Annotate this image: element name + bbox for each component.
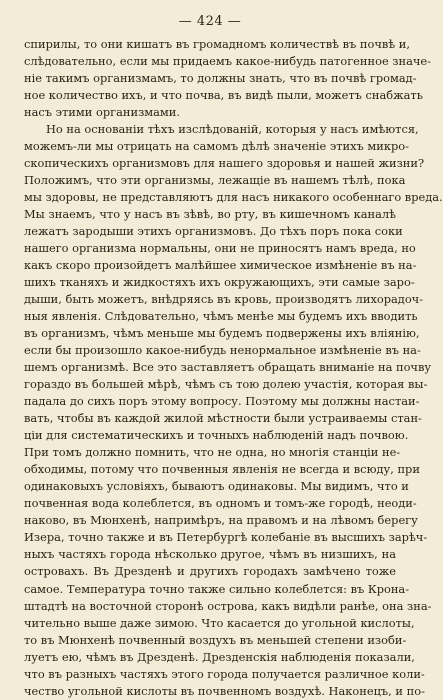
text-line: Изера, точно также и въ Петербургѣ колебаніе въ высшихъ зарѣч- — [24, 530, 428, 545]
body-text — [24, 36, 443, 700]
text-line: самое. Температура точно также сильно колеблется: въ Крона- — [24, 581, 410, 596]
text-line: насъ этими организмами. — [24, 105, 181, 120]
text-line: островахъ. Въ Дрезденѣ и другихъ городахъ замѣчено тоже — [24, 564, 396, 579]
text-line: дыши, быть можетъ, внѣдряясь въ кровь, производятъ лихорадоч- — [24, 292, 424, 307]
text-line: гораздо въ большей мѣрѣ, чѣмъ съ тою долею участія, которая вы- — [24, 377, 428, 392]
text-line: если бы произошло какое-нибудь ненормальное измѣненіе въ на- — [24, 343, 421, 358]
text-line: въ организмъ, чѣмъ меньше мы будемъ подвержены ихъ вліянію, — [24, 326, 420, 341]
text-line: какъ скоро произойдетъ малѣйшее химическое измѣненіе въ на- — [24, 258, 417, 273]
text-line: то въ Мюнхенѣ почвенный воздухъ въ меньшей степени изоби- — [24, 632, 407, 647]
text-line: чительно выше даже зимою. Что касается до угольной кислоты, — [24, 615, 415, 630]
page-number: — 424 — — [178, 14, 242, 29]
text-line: нашего организма нормальны, они не приносятъ намъ вреда, но — [24, 241, 416, 256]
text-line: обходимы, потому что почвенныя явленія не всегда и всюду, при — [24, 462, 420, 477]
text-line: почвенная вода колеблется, въ одномъ и томъ-же городѣ, неоди- — [24, 496, 417, 511]
text-line: одинаковыхъ условіяхъ, бываютъ одинаковы. Мы видимъ, что и — [24, 479, 409, 494]
text-line: шихъ тканяхъ и жидкостяхъ ихъ окружающихъ, эти самые заро- — [24, 275, 415, 290]
text-line: лежатъ зародыши этихъ организмовъ. До тѣхъ поръ пока соки — [24, 224, 403, 239]
text-line: мы здоровы, не представляютъ для насъ никакого особеннаго вреда. — [24, 190, 443, 205]
text-line: ныя явленія. Слѣдовательно, чѣмъ менѣе мы будемъ ихъ вводить — [24, 309, 418, 324]
text-line: При томъ должно помнить, что не одна, но многія станціи не- — [24, 445, 401, 460]
text-line: что въ разныхъ частяхъ этого города получается различное коли- — [24, 666, 425, 681]
text-line: слѣдовательно, если мы придаемъ какое-нибудь патогенное значе- — [24, 54, 432, 69]
text-line: Положимъ, что эти организмы, лежащіе въ нашемъ тѣлѣ, пока — [24, 173, 406, 188]
text-line: ціи для систематическихъ и точныхъ наблюденій надъ почвою. — [24, 428, 409, 443]
text-line: падала до сихъ поръ этому вопросу. Поэтому мы должны настаи- — [24, 394, 420, 409]
text-line: вать, чтобы въ каждой жилой мѣстности были устраиваемы стан- — [24, 411, 422, 426]
text-line: ное количество ихъ, и что почва, въ видѣ пыли, можетъ снабжать — [24, 88, 423, 103]
text-line: шемъ организмѣ. Все это заставляетъ обращать вниманіе на почву — [24, 360, 432, 375]
text-line: скопическихъ организмовъ для нашего здоровья и нашей жизни? — [24, 156, 425, 171]
text-line: спирилы, то они кишатъ въ громадномъ количествѣ въ почвѣ и, — [24, 37, 410, 51]
text-line: ніе такимъ организмамъ, то должны знать, что въ почвѣ громад- — [24, 71, 417, 86]
text-line: наково, въ Мюнхенѣ, напримѣръ, на правомъ и на лѣвомъ берегу — [24, 513, 418, 528]
text-line: ныхъ частяхъ города нѣсколько другое, чѣмъ въ низшихъ, на — [24, 547, 396, 562]
text-line: Мы знаемъ, что у насъ въ зѣвѣ, во рту, въ кишечномъ каналѣ — [24, 207, 396, 222]
text-line: Но на основаніи тѣхъ изслѣдованій, которыя у насъ имѣются, — [46, 122, 419, 137]
text-line: штадтѣ на восточной сторонѣ острова, какъ видѣли ранѣе, она зна- — [24, 598, 432, 613]
text-line: чество угольной кислоты въ почвенномъ воздухѣ. Наконецъ, и по- — [24, 683, 425, 698]
text-line: луетъ ею, чѣмъ въ Дрезденѣ. Дрезденскія наблюденія показали, — [24, 649, 415, 664]
text-line: можемъ-ли мы отрицать на самомъ дѣлѣ значеніе этихъ микро- — [24, 139, 409, 154]
